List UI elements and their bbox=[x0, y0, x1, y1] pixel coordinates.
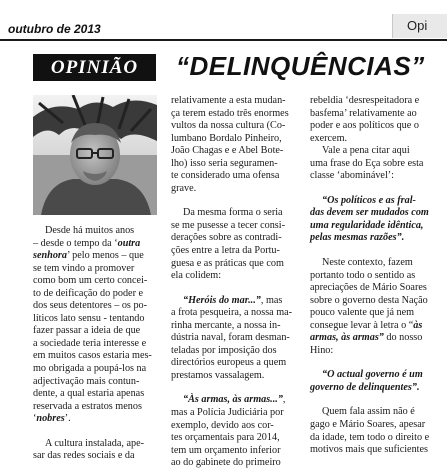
text-line: to de deificação do poder e bbox=[33, 287, 144, 299]
text-line: dos seus detentores – os po- bbox=[33, 300, 148, 312]
text-line: poder e aos políticos que o bbox=[310, 120, 419, 132]
text-line: “Às armas, às armas...”, bbox=[183, 394, 286, 406]
text-line: Desde há muitos anos bbox=[45, 225, 135, 236]
text-line: Quem fala assim não é bbox=[322, 406, 415, 418]
text-line: tes orçamentais para 2014, bbox=[171, 432, 280, 444]
text-line: A cultura instalada, ape- bbox=[45, 437, 145, 449]
author-photo bbox=[33, 95, 157, 215]
text-line: ções entre a letra da Portu- bbox=[171, 245, 280, 257]
text-line: directórios europeus a quem bbox=[171, 357, 287, 369]
text-line: lho) isso seria seguramen- bbox=[171, 157, 278, 169]
text-line: João Chagas e e Abel Bote- bbox=[171, 145, 284, 157]
text-line: gago e Mário Soares, apesar bbox=[310, 419, 426, 431]
text-line: senhora’ pelo menos – que bbox=[33, 250, 144, 262]
section-label: OPINIÃO bbox=[33, 54, 156, 81]
text-line: adjectivação mais contun- bbox=[33, 375, 140, 387]
headline: “DELINQUÊNCIAS” bbox=[176, 51, 425, 81]
quote-line: governo de delinquentes”. bbox=[310, 381, 420, 393]
text-line: reservada a estratos menos bbox=[33, 400, 142, 412]
quote-line: pelas mesmas razões”. bbox=[310, 232, 405, 244]
text-line: armas, às armas” do nosso bbox=[310, 332, 423, 344]
text-line: em muitos casos estaria mes- bbox=[33, 350, 152, 362]
text-line: sobre o governo desta Nação bbox=[310, 294, 428, 306]
text-line: dústria naval, foram desman- bbox=[171, 332, 290, 344]
text-line: lumbano Bordalo Pinheiro, bbox=[171, 132, 282, 144]
section-tab: Opi bbox=[392, 14, 447, 38]
text-line: grave. bbox=[171, 182, 197, 194]
text-line: vultos da nossa cultura (Co- bbox=[171, 120, 286, 132]
text-line: uma frase do Eça sobre esta bbox=[310, 157, 424, 169]
text-line: consegue levar à letra o “às bbox=[310, 319, 423, 331]
text-line: rebeldia ‘desrespeitadora e bbox=[310, 95, 420, 106]
text-line: guesa e as práticas que com bbox=[171, 257, 284, 269]
text-line: como bom um certo concei- bbox=[33, 275, 148, 287]
text-line: exemplo, devido aos cor- bbox=[171, 419, 274, 431]
article-column-1 bbox=[33, 225, 157, 463]
text-line: te considerado uma ofensa bbox=[171, 170, 280, 182]
text-line: motivos mais que suficientes bbox=[310, 444, 428, 456]
quote-line: “Os políticos e as fral- bbox=[322, 194, 416, 206]
text-line: exercem. bbox=[310, 132, 348, 144]
text-line: Hino: bbox=[310, 344, 334, 356]
text-line: líticos lato sensu - tentando bbox=[33, 312, 145, 324]
article-column-3 bbox=[310, 95, 439, 457]
article-column-2 bbox=[171, 95, 297, 470]
text-line: – desde o tempo da ‘outra bbox=[33, 237, 141, 249]
text-line: teladas por imposição dos bbox=[171, 344, 277, 356]
quote-line: uma regularidade idêntica, bbox=[310, 219, 424, 231]
text-line: apreciações de Mário Soares bbox=[310, 282, 427, 294]
text-line: pouco valente que já nem bbox=[310, 307, 415, 319]
text-line: derações sobre as contradi- bbox=[171, 232, 282, 244]
text-line: portanto todo o sentido as bbox=[310, 269, 416, 281]
text-line: mo obrigada a poupá-los na bbox=[33, 363, 147, 375]
text-line: a sociedade teria interesse e bbox=[33, 337, 147, 349]
text-line: mas a Polícia Judiciária por bbox=[171, 407, 284, 419]
text-line: classe ‘abominável’: bbox=[310, 170, 395, 182]
text-line: prestamos vassalagem. bbox=[171, 369, 265, 381]
text-line: Neste contexto, fazem bbox=[322, 257, 413, 269]
text-line: a frota pesqueira, a nossa ma- bbox=[171, 307, 293, 319]
text-line: Vale a pena citar aqui bbox=[322, 145, 410, 157]
text-line: ça terem estado três enormes bbox=[171, 107, 289, 119]
text-line: ‘nobres’. bbox=[33, 413, 71, 425]
text-line: basfema’ relativamente ao bbox=[310, 107, 417, 119]
quote-line: das devem ser mudados com bbox=[310, 207, 429, 219]
text-line: Da mesma forma o seria bbox=[183, 207, 283, 219]
text-line: tem um orçamento inferior bbox=[171, 444, 281, 456]
text-line: fazer passar a ideia de que bbox=[33, 325, 141, 337]
text-line: sar das redes sociais e da bbox=[33, 450, 135, 462]
text-line: da idade, tem todo o direito e bbox=[310, 431, 430, 443]
quote-line: “O actual governo é um bbox=[322, 369, 423, 381]
issue-date: outubro de 2013 bbox=[8, 22, 101, 36]
text-line: se tem vindo a promover bbox=[33, 262, 135, 274]
text-line: dente, a qual estaria apenas bbox=[33, 388, 145, 400]
text-line: ao do gabinete do primeiro bbox=[171, 457, 281, 469]
header-rule bbox=[0, 39, 447, 41]
text-line: se me pusesse a tecer consi- bbox=[171, 219, 285, 231]
text-line: “Heróis do mar...”, mas bbox=[183, 294, 283, 306]
text-line: rinha mercante, a nossa in- bbox=[171, 319, 281, 331]
text-line: ela colidem: bbox=[171, 270, 222, 282]
text-line: relativamente a esta mudan- bbox=[171, 95, 286, 106]
